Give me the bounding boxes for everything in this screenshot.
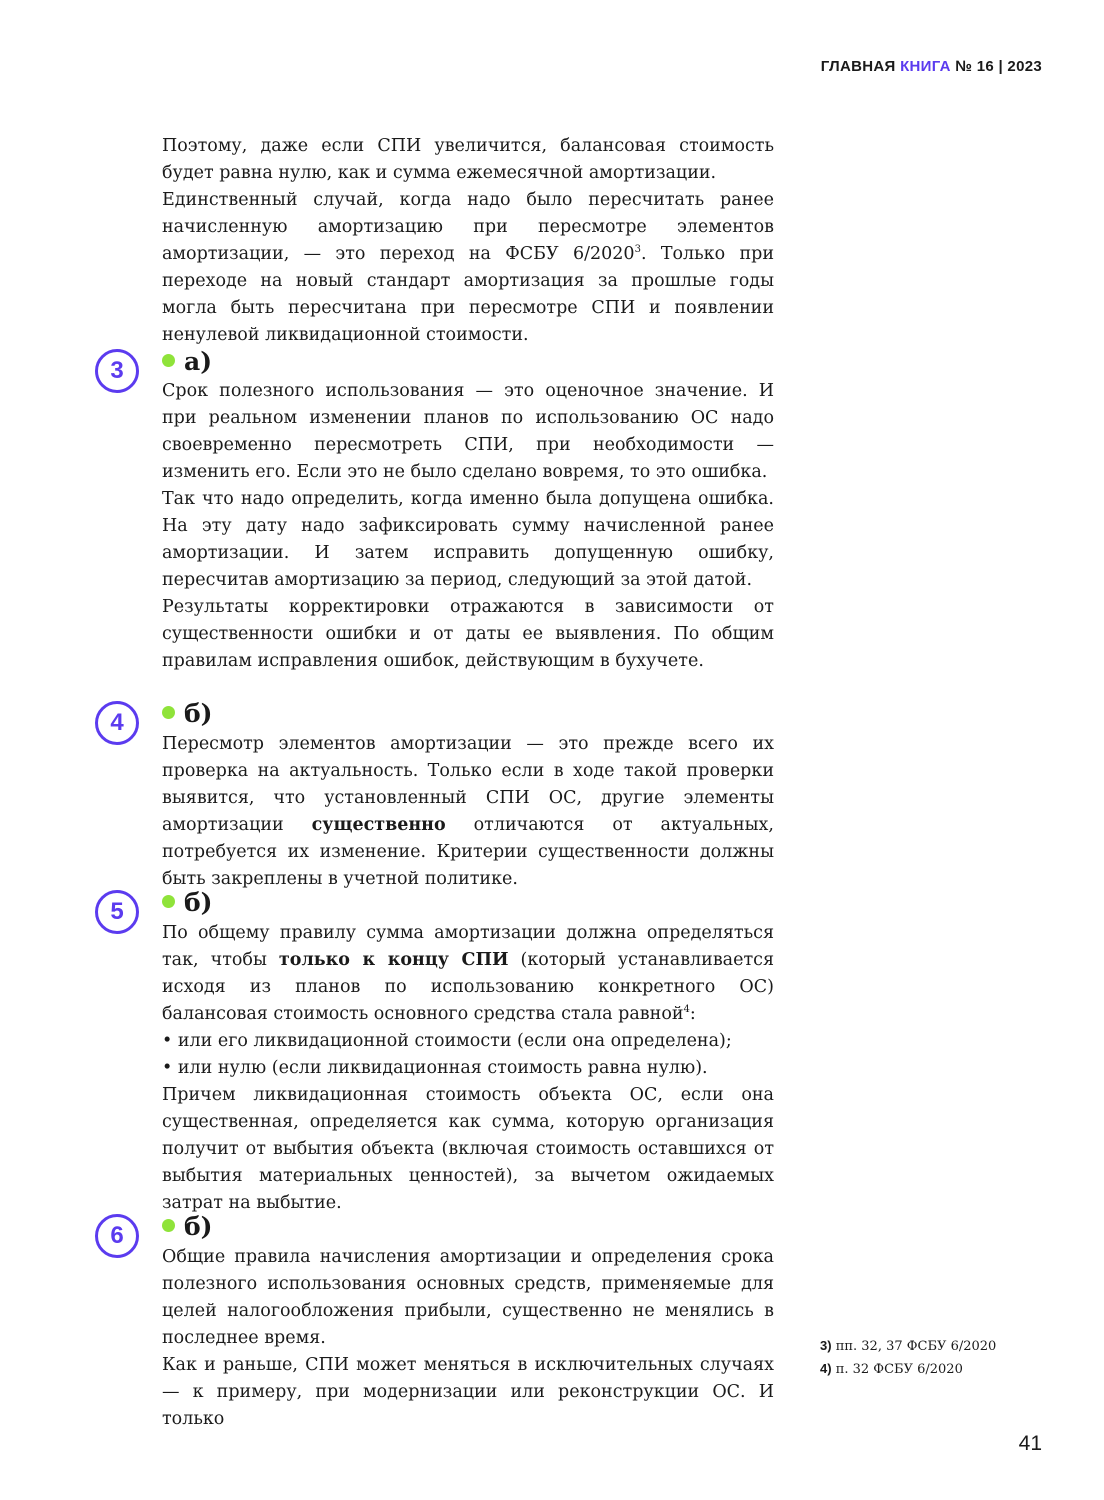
paragraph: Результаты корректировки отражаются в зависимости от существенности ошибки и от даты ее выявления. По общим правилам исправления ошибок, действующим в бухучете. bbox=[162, 597, 774, 671]
bullet-dot-icon bbox=[162, 1219, 175, 1232]
footnote: 3) пп. 32, 37 ФСБУ 6/2020 bbox=[820, 1338, 997, 1354]
answer-text bbox=[162, 920, 774, 1217]
list-item: • или нулю (если ликвидационная стоимость равна нулю). bbox=[162, 1058, 708, 1078]
header-prefix: ГЛАВНАЯ bbox=[820, 58, 896, 75]
footnote: 4) п. 32 ФСБУ 6/2020 bbox=[820, 1361, 963, 1377]
footnote-ref-3: 3 bbox=[634, 244, 641, 256]
answer-text bbox=[162, 731, 774, 893]
paragraph: Пересмотр элементов амортизации — это прежде всего их проверка на актуальность. Только если в ходе такой проверки выявится, что установленный СПИ ОС, другие элементы амортизации существенно отличаются от актуальных, потребуется их изменение. Критерии существенности должны быть закреплены в учетной политике. bbox=[162, 734, 774, 889]
question-number-badge: 5 bbox=[95, 890, 139, 934]
bullet-dot-icon bbox=[162, 895, 175, 908]
running-header bbox=[821, 58, 1042, 75]
answer-label: б) bbox=[162, 888, 213, 918]
emphasis: существенно bbox=[311, 815, 446, 835]
header-issue: № 16 | 2023 bbox=[955, 58, 1042, 75]
footnotes bbox=[820, 1335, 1060, 1381]
intro-paragraph-2: Единственный случай, когда надо было пересчитать ранее начисленную амортизацию при пересмотре элементов амортизации, — это переход на ФСБУ 6/2020$^3$. Только при переходе на новый стандарт амортизация за прошлые годы могла быть пересчитана при пересмотре СПИ и появлении ненулевой ликвидационной стоимости. bbox=[162, 190, 775, 345]
intro-text bbox=[162, 133, 774, 349]
paragraph: Как и раньше, СПИ может меняться в исключительных случаях — к примеру, при модернизации или реконструкции ОС. И только bbox=[162, 1355, 774, 1429]
list-item: • или его ликвидационной стоимости (если она определена); bbox=[162, 1031, 732, 1051]
answer-label: б) bbox=[162, 699, 213, 729]
answer-text bbox=[162, 378, 774, 675]
paragraph: Причем ликвидационная стоимость объекта ОС, если она существенная, определяется как сумма, которую организация получит от выбытия объекта (включая стоимость оставшихся от выбытия материальных ценностей), за вычетом ожидаемых затрат на выбытие. bbox=[162, 1085, 774, 1213]
bullet-dot-icon bbox=[162, 354, 175, 367]
question-number-badge: 3 bbox=[95, 349, 139, 393]
footnote-ref-4: 4 bbox=[683, 1004, 690, 1016]
answer-label: б) bbox=[162, 1212, 213, 1242]
paragraph: Общие правила начисления амортизации и определения срока полезного использования основных средств, применяемые для целей налогообложения прибыли, существенно не менялись в последнее время. bbox=[162, 1247, 774, 1348]
header-accent: КНИГА bbox=[900, 58, 951, 75]
page-number: 41 bbox=[1018, 1432, 1042, 1455]
answer-text bbox=[162, 1244, 774, 1433]
paragraph: По общему правилу сумма амортизации должна определяться так, чтобы только к концу СПИ (который устанавливается исходя из планов по использованию конкретного ОС) балансовая стоимость основного средства стала равной$^4$: bbox=[162, 923, 774, 1024]
paragraph: Так что надо определить, когда именно была допущена ошибка. На эту дату надо зафиксировать сумму начисленной ранее амортизации. И затем исправить допущенную ошибку, пересчитав амортизацию за период, следующий за этой датой. bbox=[162, 489, 774, 590]
intro-paragraph-1: Поэтому, даже если СПИ увеличится, балансовая стоимость будет равна нулю, как и сумма ежемесячной амортизации. bbox=[162, 136, 774, 183]
question-number-badge: 6 bbox=[95, 1214, 139, 1258]
answer-label: а) bbox=[162, 347, 212, 377]
bullet-dot-icon bbox=[162, 706, 175, 719]
question-number-badge: 4 bbox=[95, 701, 139, 745]
paragraph: Срок полезного использования — это оценочное значение. И при реальном изменении планов по использованию ОС надо своевременно пересмотреть СПИ, при необходимости — изменить его. Если это не было сделано вовремя, то это ошибка. bbox=[162, 381, 774, 482]
emphasis: только к концу СПИ bbox=[278, 950, 509, 970]
